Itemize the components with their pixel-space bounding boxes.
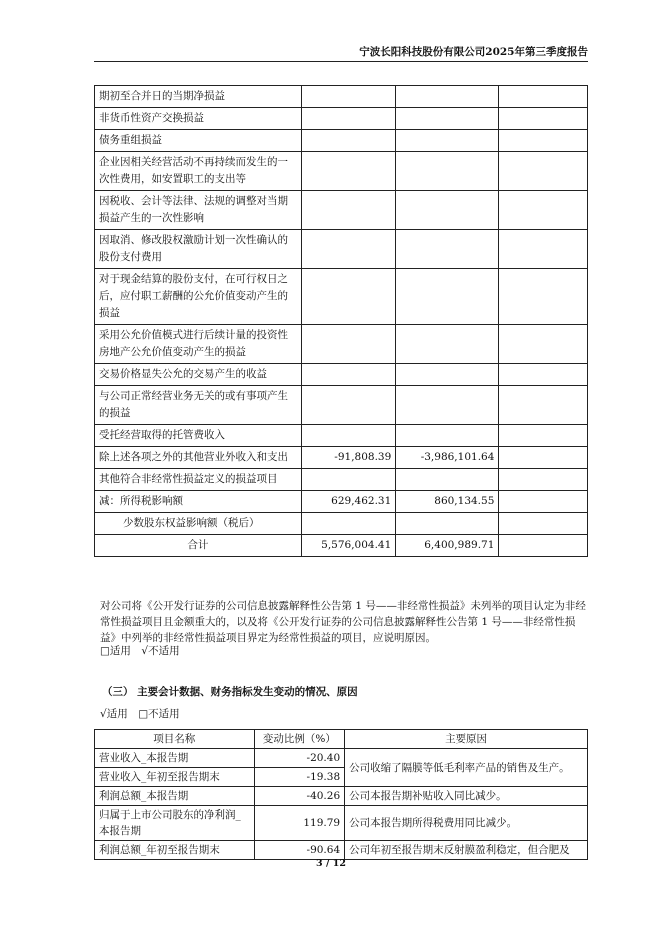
section-3-title: （三） 主要会计数据、财务指标发生变动的情况、原因 (102, 686, 358, 698)
page-header: 宁波长阳科技股份有限公司2025年第三季度报告 (94, 44, 588, 62)
applicability-checkbox-2: √适用 □不适用 (100, 708, 180, 720)
table-row (95, 269, 588, 325)
note (499, 191, 588, 230)
ytd-amount (396, 364, 499, 386)
table-row (95, 841, 588, 860)
item-name: 因取消、修改股权激励计划一次性确认的股份支付费用 (95, 230, 302, 269)
note (499, 269, 588, 325)
table-row (95, 447, 588, 469)
item-name: 除上述各项之外的其他营业外收入和支出 (95, 447, 302, 469)
item-name: 营业收入_年初至报告期末 (95, 768, 255, 787)
current-period-amount (301, 269, 396, 325)
item-name: 利润总额_年初至报告期末 (95, 841, 255, 860)
note (499, 364, 588, 386)
nonrecurring-gains-table (94, 85, 588, 557)
item-name: 减：所得税影响额 (95, 491, 302, 513)
current-period-amount (301, 325, 396, 364)
current-period-amount (301, 386, 396, 425)
current-period-amount (301, 108, 396, 130)
header-change-ratio: 变动比例（%） (254, 730, 345, 749)
current-period-amount (301, 130, 396, 152)
header-item-name: 项目名称 (95, 730, 255, 749)
item-name: 交易价格显失公允的交易产生的收益 (95, 364, 302, 386)
current-period-amount (301, 191, 396, 230)
table-row (95, 152, 588, 191)
note (499, 152, 588, 191)
current-period-amount: -91,808.39 (301, 447, 396, 469)
ytd-amount (396, 386, 499, 425)
ytd-amount (396, 86, 499, 108)
table-row (95, 386, 588, 425)
table-row (95, 86, 588, 108)
applicability-checkbox-1: □适用 √不适用 (100, 645, 180, 657)
ytd-amount (396, 230, 499, 269)
main-reason: 公司年初至报告期末反射膜盈利稳定，但合肥及 (345, 841, 588, 860)
ytd-amount (396, 130, 499, 152)
ytd-amount: 860,134.55 (396, 491, 499, 513)
item-name: 少数股东权益影响额（税后） (95, 513, 302, 535)
ytd-amount (396, 152, 499, 191)
note (499, 325, 588, 364)
note (499, 230, 588, 269)
table-row (95, 130, 588, 152)
table-row (95, 806, 588, 841)
item-name: 营业收入_本报告期 (95, 749, 255, 768)
current-period-amount (301, 425, 396, 447)
table-header-row (95, 730, 588, 749)
current-period-amount (301, 513, 396, 535)
table-row (95, 513, 588, 535)
note (499, 130, 588, 152)
note (499, 108, 588, 130)
header-main-reason: 主要原因 (345, 730, 588, 749)
item-name: 合计 (95, 535, 302, 557)
table-row (95, 191, 588, 230)
change-ratio: 119.79 (254, 806, 345, 841)
ytd-amount: 6,400,989.71 (396, 535, 499, 557)
note (499, 386, 588, 425)
table-row (95, 787, 588, 806)
item-name: 企业因相关经营活动不再持续而发生的一次性费用，如安置职工的支出等 (95, 152, 302, 191)
ytd-amount (396, 191, 499, 230)
item-name: 与公司正常经营业务无关的或有事项产生的损益 (95, 386, 302, 425)
ytd-amount (396, 425, 499, 447)
item-name: 对于现金结算的股份支付，在可行权日之后，应付职工薪酬的公允价值变动产生的损益 (95, 269, 302, 325)
current-period-amount (301, 86, 396, 108)
ytd-amount: -3,986,101.64 (396, 447, 499, 469)
item-name: 因税收、会计等法律、法规的调整对当期损益产生的一次性影响 (95, 191, 302, 230)
note (499, 513, 588, 535)
current-period-amount (301, 230, 396, 269)
table-row (95, 491, 588, 513)
current-period-amount: 629,462.31 (301, 491, 396, 513)
current-period-amount (301, 469, 396, 491)
note (499, 447, 588, 469)
table-row (95, 425, 588, 447)
item-name: 采用公允价值模式进行后续计量的投资性房地产公允价值变动产生的损益 (95, 325, 302, 364)
note (499, 491, 588, 513)
item-name: 债务重组损益 (95, 130, 302, 152)
change-ratio: -40.26 (254, 787, 345, 806)
ytd-amount (396, 325, 499, 364)
note (499, 469, 588, 491)
table-row (95, 469, 588, 491)
item-name: 利润总额_本报告期 (95, 787, 255, 806)
ytd-amount (396, 269, 499, 325)
item-name: 受托经营取得的托管费收入 (95, 425, 302, 447)
change-ratio: -20.40 (254, 749, 345, 768)
table-row (95, 325, 588, 364)
current-period-amount (301, 152, 396, 191)
page-number: 3 / 12 (316, 858, 346, 869)
table-row (95, 749, 588, 768)
change-ratio: -90.64 (254, 841, 345, 860)
item-name: 归属于上市公司股东的净利润_本报告期 (95, 806, 255, 841)
current-period-amount (301, 364, 396, 386)
note (499, 86, 588, 108)
main-reason: 公司本报告期补贴收入同比减少。 (345, 787, 588, 806)
main-reason: 公司收缩了隔膜等低毛利率产品的销售及生产。 (345, 749, 588, 787)
item-name: 非货币性资产交换损益 (95, 108, 302, 130)
ytd-amount (396, 108, 499, 130)
note (499, 535, 588, 557)
table-row (95, 230, 588, 269)
item-name: 其他符合非经常性损益定义的损益项目 (95, 469, 302, 491)
table-row (95, 535, 588, 557)
explanation-paragraph: 对公司将《公开发行证券的公司信息披露解释性公告第 1 号——非经常性损益》未列举的项目认定为非经常性损益项目且金额重大的，以及将《公开发行证券的公司信息披露解释性公告第 1 号——非经常性损益》中列举的非经常性损益项目界定为经常性损益的项目，应说明原因。 (100, 600, 586, 644)
change-ratio: -19.38 (254, 768, 345, 787)
note (499, 425, 588, 447)
table-row (95, 108, 588, 130)
ytd-amount (396, 513, 499, 535)
main-reason: 公司本报告期所得税费用同比减少。 (345, 806, 588, 841)
ytd-amount (396, 469, 499, 491)
table-row (95, 364, 588, 386)
item-name: 期初至合并日的当期净损益 (95, 86, 302, 108)
major-changes-table (94, 729, 588, 860)
current-period-amount: 5,576,004.41 (301, 535, 396, 557)
